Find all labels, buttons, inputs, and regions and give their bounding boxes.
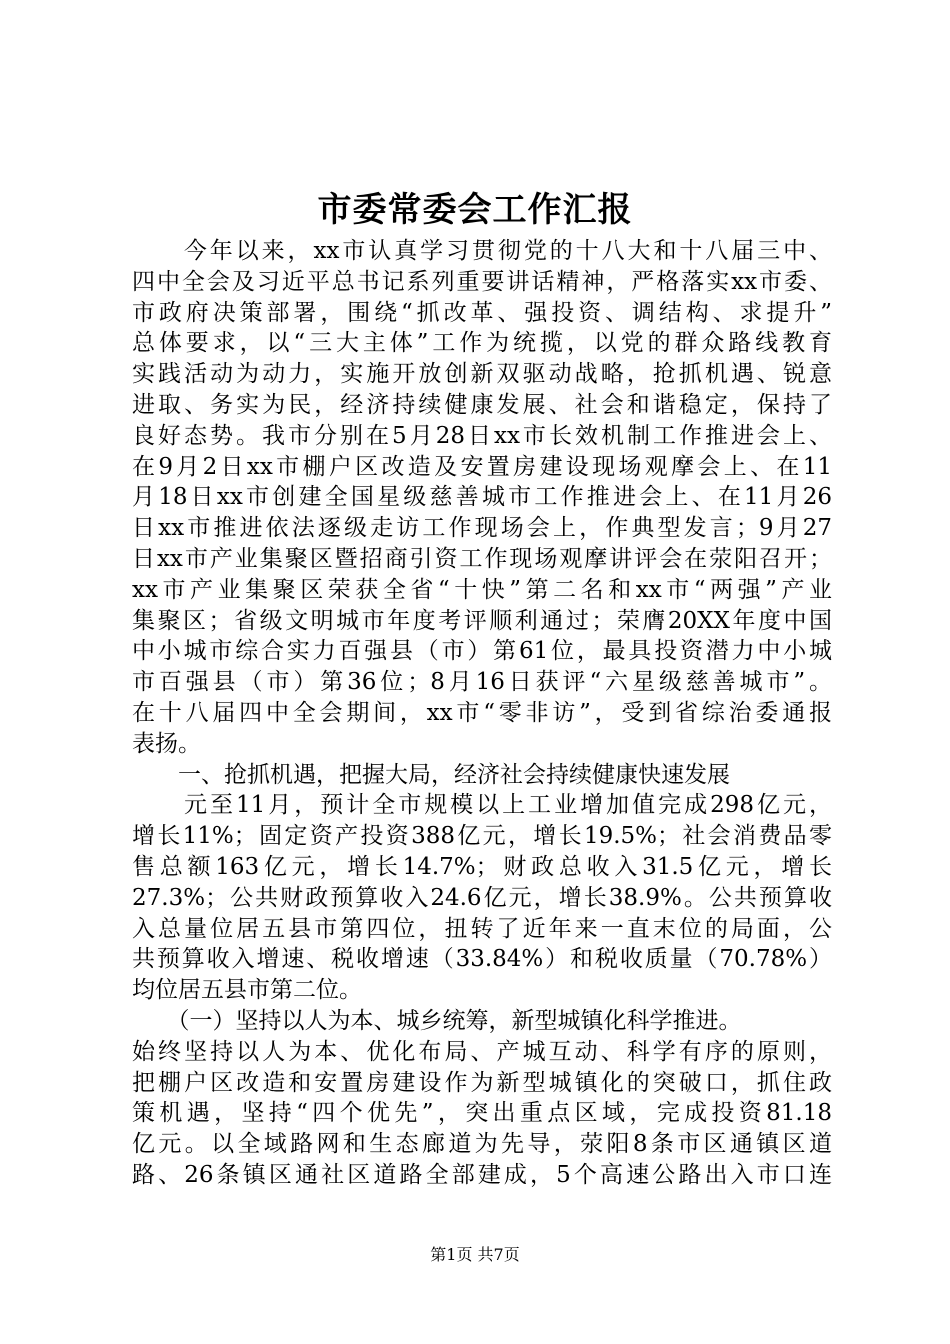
text-line: 增长11%；固定资产投资388亿元，增长19.5%；社会消费品零 — [132, 823, 832, 850]
section-heading: 一、抢抓机遇，把握大局，经济社会持续健康快速发展 — [132, 761, 730, 788]
text-line: 集聚区；省级文明城市年度考评顺利通过；荣膺20XX年度中国 — [132, 607, 832, 634]
text-line: 日xx市产业集聚区暨招商引资工作现场观摩讲评会在荥阳召开； — [132, 545, 832, 572]
text-line: 今年以来，xx市认真学习贯彻党的十八大和十八届三中、 — [132, 238, 832, 264]
text-line: 总体要求，以“三大主体”工作为统揽，以党的群众路线教育 — [132, 330, 832, 357]
subsection-heading: （一）坚持以人为本、城乡统筹，新型城镇化科学推进。 — [132, 1007, 742, 1034]
document-body — [132, 236, 832, 1191]
text-line: 始终坚持以人为本、优化布局、产城互动、科学有序的原则， — [132, 1038, 832, 1065]
text-line: 27.3%；公共财政预算收入24.6亿元，增长38.9%。公共预算收 — [132, 884, 832, 911]
text-line: 策机遇，坚持“四个优先”，突出重点区域，完成投资81.18 — [132, 1100, 832, 1127]
text-line: 共预算收入增速、税收增速（33.84%）和税收质量（70.78%） — [132, 946, 832, 973]
text-line: 月18日xx市创建全国星级慈善城市工作推进会上、在11月26 — [132, 484, 832, 511]
text-line: 路、26条镇区通社区道路全部建成，5个高速公路出入市口连 — [132, 1161, 832, 1188]
text-line: 日xx市推进依法逐级走访工作现场会上，作典型发言；9月27 — [132, 515, 832, 542]
text-line: xx市产业集聚区荣获全省“十快”第二名和xx市“两强”产业 — [132, 576, 832, 603]
page-number-footer: 第1页 共7页 — [430, 1245, 520, 1264]
text-line: 亿元。以全域路网和生态廊道为先导，荥阳8条市区通镇区道 — [132, 1131, 832, 1158]
text-line: 四中全会及习近平总书记系列重要讲话精神，严格落实xx市委、 — [132, 268, 832, 295]
text-line: 良好态势。我市分别在5月28日xx市长效机制工作推进会上、 — [132, 422, 832, 449]
text-line: 入总量位居五县市第四位，扭转了近年来一直末位的局面，公 — [132, 915, 832, 942]
text-line: 元至11月，预计全市规模以上工业增加值完成298亿元， — [132, 792, 832, 819]
text-line: 售总额163亿元，增长14.7%；财政总收入31.5亿元，增长 — [132, 853, 832, 880]
text-line: 进取、务实为民，经济持续健康发展、社会和谐稳定，保持了 — [132, 391, 832, 418]
text-line: 市政府决策部署，围绕“抓改革、强投资、调结构、求提升” — [132, 299, 832, 326]
text-line: 实践活动为动力，实施开放创新双驱动战略，抢抓机遇、锐意 — [132, 361, 832, 388]
text-line: 市百强县（市）第36位；8月16日获评“六星级慈善城市”。 — [132, 669, 832, 696]
document-title: 市委常委会工作汇报 — [317, 190, 633, 230]
text-line: 把棚户区改造和安置房建设作为新型城镇化的突破口，抓住政 — [132, 1069, 832, 1096]
text-line: 中小城市综合实力百强县（市）第61位，最具投资潜力中小城 — [132, 638, 832, 665]
text-line: 在9月2日xx市棚户区改造及安置房建设现场观摩会上、在11 — [132, 453, 832, 480]
text-line: 表扬。 — [132, 730, 201, 757]
text-line: 均位居五县市第二位。 — [132, 977, 362, 1004]
text-line: 在十八届四中全会期间，xx市“零非访”，受到省综治委通报 — [132, 699, 832, 726]
